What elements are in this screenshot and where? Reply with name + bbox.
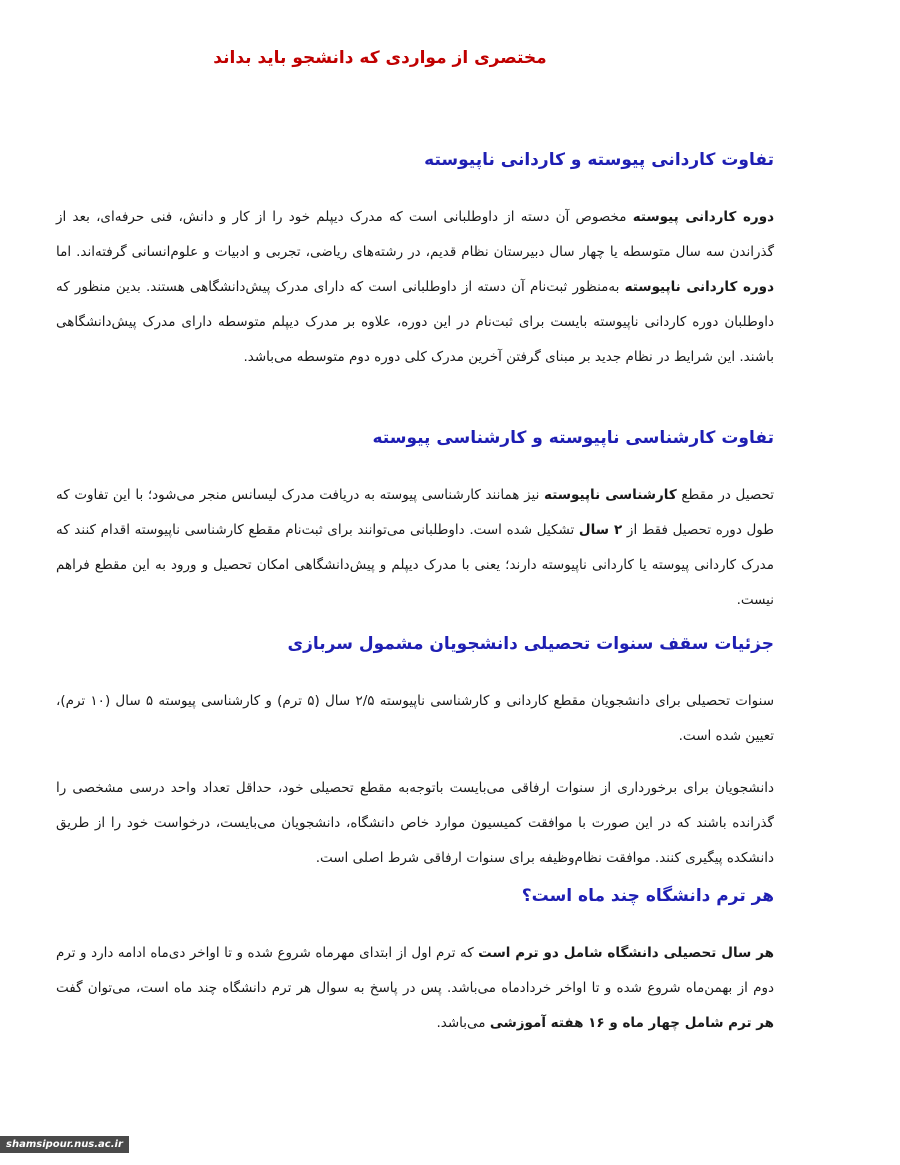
document-title: مختصری از مواردی که دانشجو باید بداند <box>213 48 547 68</box>
paragraph-text: تشکیل شده است. داوطلبانی می‌توانند برای ثبت‌نام مقطع کارشناسی ناپیوسته اقدام کنند که مدرک کاردانی پیوسته یا کاردانی ناپیوسته دارند؛ یعنی با مدرک دیپلم و پیش‌دانشگاهی امکان تحصیل و ورود به این مقطع فراهم نیست. <box>56 522 774 608</box>
website-footer-label: shamsipour.nus.ac.ir <box>0 1136 129 1153</box>
emphasized-text: هر سال تحصیلی دانشگاه شامل دو ترم است <box>478 945 774 961</box>
emphasized-text: دوره کاردانی پیوسته <box>632 209 775 225</box>
emphasized-text: هر ترم شامل چهار ماه و ۱۶ هفته آموزشی <box>489 1015 774 1031</box>
emphasized-text: دوره کاردانی ناپیوسته <box>624 279 775 295</box>
paragraph-text: نیز همانند کارشناسی پیوسته به دریافت مدرک لیسانس منجر می‌شود؛ با این تفاوت که طول دوره تحصیل فقط از <box>56 487 774 538</box>
section-heading-military-service-years: جزئیات سقف سنوات تحصیلی دانشجویان مشمول سربازی <box>287 634 774 654</box>
section-heading-bachelor-degrees: تفاوت کارشناسی ناپیوسته و کارشناسی پیوسته <box>372 428 774 448</box>
section-heading-associate-degrees: تفاوت کاردانی پیوسته و کاردانی ناپیوسته <box>424 150 774 170</box>
paragraph-text: مخصوص آن دسته از داوطلبانی است که مدرک دیپلم خود را از کار و دانش، فنی حرفه‌ای، بعد از گذراندن سه سال متوسطه یا چهار سال دبیرستان نظام قدیم، در رشته‌های ریاضی، تجربی و ادبیات و علوم‌انسانی گرفته‌اند. اما <box>56 209 774 260</box>
section-paragraph-term-length <box>56 936 774 1041</box>
section-paragraph-associate-degrees <box>56 200 774 375</box>
section-heading-term-length: هر ترم دانشگاه چند ماه است؟ <box>521 886 774 906</box>
section-paragraph-bachelor-degrees <box>56 478 774 618</box>
section-paragraph-military-service-years-2 <box>56 771 774 876</box>
paragraph-text: دانشجویان برای برخورداری از سنوات ارفاقی می‌بایست باتوجه‌به مقطع تحصیلی خود، حداقل تعداد واحد درسی مشخصی را گذرانده باشند که در این صورت با موافقت کمیسیون موارد خاص دانشگاه، دانشجویان می‌بایست، درخواست خود را از طریق دانشکده پیگیری کنند. موافقت نظام‌وظیفه برای سنوات ارفاقی شرط اصلی است. <box>56 780 774 866</box>
emphasized-text: کارشناسی ناپیوسته <box>544 487 677 503</box>
paragraph-text: تحصیل در مقطع <box>676 487 774 503</box>
paragraph-text: که ترم اول از ابتدای مهرماه شروع شده و تا اواخر دی‌ماه ادامه دارد و ترم دوم از بهمن‌ماه شروع شده و تا اواخر خردادماه می‌باشد. پس در پاسخ به سوال هر ترم دانشگاه چند ماه است، می‌توان گفت <box>56 945 774 996</box>
paragraph-text: سنوات تحصیلی برای دانشجویان مقطع کاردانی و کارشناسی ناپیوسته ۲/۵ سال (۵ ترم) و کارشناسی پیوسته ۵ سال (۱۰ ترم)، تعیین شده است. <box>56 693 775 744</box>
section-paragraph-military-service-years-1 <box>56 684 774 754</box>
emphasized-text: ۲ سال <box>578 522 623 538</box>
paragraph-text: می‌باشد. <box>436 1015 490 1031</box>
paragraph-text: به‌منظور ثبت‌نام آن دسته از داوطلبانی است که دارای مدرک پیش‌دانشگاهی هستند. بدین منظور که داوطلبان دوره کاردانی ناپیوسته بایست برای ثبت‌نام در این دوره، علاوه بر مدرک دیپلم متوسطه دارای مدرک پیش‌دانشگاهی باشند. این شرایط در نظام جدید بر مبنای گرفتن آخرین مدرک کلی دوره دوم متوسطه می‌باشد. <box>56 279 774 365</box>
